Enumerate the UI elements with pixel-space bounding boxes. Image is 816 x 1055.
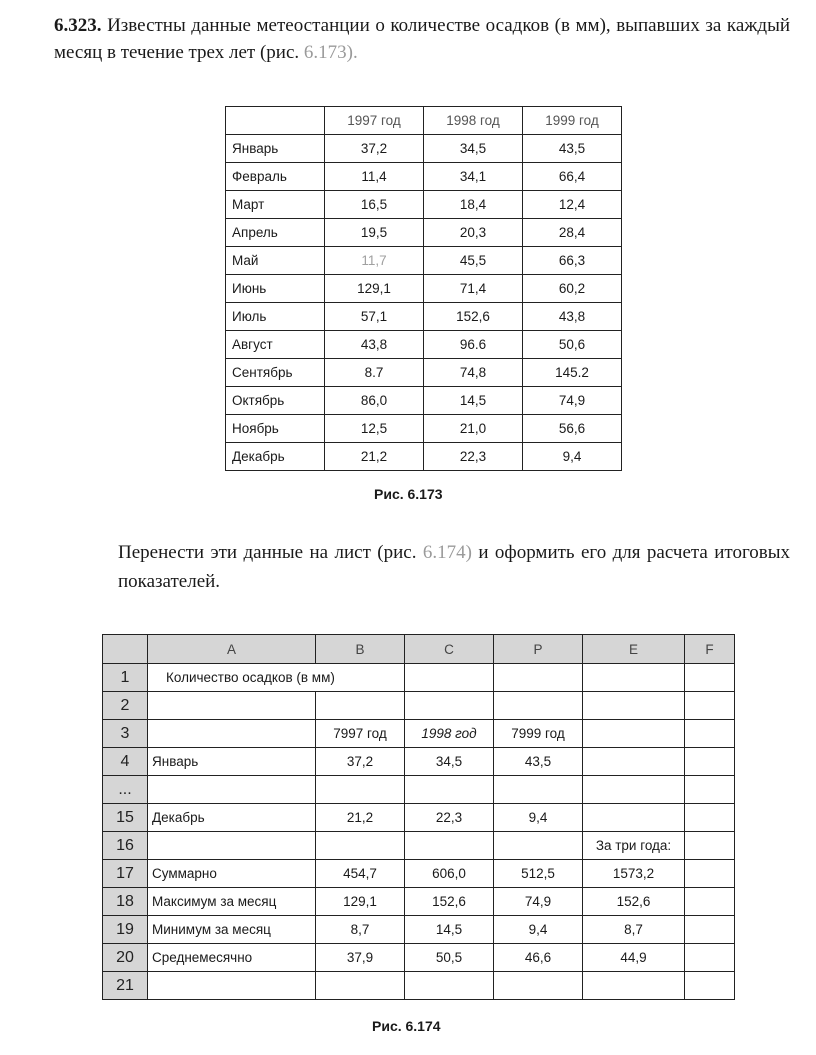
row-header: 17	[103, 860, 148, 888]
value-cell: 14,5	[424, 387, 523, 415]
table-corner-cell	[226, 107, 325, 135]
cell: 512,5	[494, 860, 583, 888]
month-label: Июль	[226, 303, 325, 331]
sheet-title: Количество осадков (в мм)	[166, 670, 335, 685]
cell	[405, 832, 494, 860]
table-row	[226, 387, 622, 415]
spreadsheet-grid	[102, 634, 735, 1000]
cell	[148, 972, 316, 1000]
table-row	[226, 303, 622, 331]
cell	[583, 776, 685, 804]
sheet-row	[103, 776, 735, 804]
cell	[316, 692, 405, 720]
cell: 152,6	[583, 888, 685, 916]
month-label: Июнь	[226, 275, 325, 303]
cell: 606,0	[405, 860, 494, 888]
cell	[494, 692, 583, 720]
cell	[685, 664, 735, 692]
column-header-f: F	[685, 635, 735, 664]
cell	[148, 720, 316, 748]
month-label: Декабрь	[226, 443, 325, 471]
value-cell: 37,2	[325, 135, 424, 163]
cell: Декабрь	[148, 804, 316, 832]
task-text-before: Перенести эти данные на лист (рис.	[118, 542, 417, 563]
cell	[583, 972, 685, 1000]
cell: 9,4	[494, 916, 583, 944]
cell: 44,9	[583, 944, 685, 972]
value-cell: 8.7	[325, 359, 424, 387]
cell	[148, 776, 316, 804]
row-header: 2	[103, 692, 148, 720]
problem-text: Известны данные метеостанции о количестве осадков (в мм), выпавших за каждый месяц в течение трех лет (рис.	[54, 15, 791, 63]
sheet-row	[103, 888, 735, 916]
row-header: 1	[103, 664, 148, 692]
column-header-row	[103, 635, 735, 664]
value-cell: 12,4	[523, 191, 622, 219]
cell: 50,5	[405, 944, 494, 972]
cell: За три года:	[583, 832, 685, 860]
table-row	[226, 331, 622, 359]
cell: 152,6	[405, 888, 494, 916]
month-label: Май	[226, 247, 325, 275]
cell	[316, 776, 405, 804]
figure-caption-6-173: Рис. 6.173	[374, 486, 443, 502]
sheet-corner	[103, 635, 148, 664]
cell	[583, 804, 685, 832]
sheet-row	[103, 748, 735, 776]
cell	[583, 664, 685, 692]
cell: Максимум за месяц	[148, 888, 316, 916]
value-cell: 34,1	[424, 163, 523, 191]
value-cell: 21,0	[424, 415, 523, 443]
month-label: Август	[226, 331, 325, 359]
header-1997: 1997 год	[325, 107, 424, 135]
precipitation-table	[225, 106, 622, 471]
column-header-d: P	[494, 635, 583, 664]
cell: Суммарно	[148, 860, 316, 888]
value-cell: 43,8	[523, 303, 622, 331]
table-header-row	[226, 107, 622, 135]
cell	[685, 776, 735, 804]
sheet-row	[103, 832, 735, 860]
cell	[685, 972, 735, 1000]
row-header: 21	[103, 972, 148, 1000]
value-cell: 28,4	[523, 219, 622, 247]
row-header: 16	[103, 832, 148, 860]
value-cell: 9,4	[523, 443, 622, 471]
header-1998: 1998 год	[424, 107, 523, 135]
figure-reference: 6.174)	[422, 542, 472, 563]
cell: 9,4	[494, 804, 583, 832]
problem-number: 6.323.	[54, 15, 102, 36]
month-label: Октябрь	[226, 387, 325, 415]
cell	[685, 832, 735, 860]
cell: 129,1	[316, 888, 405, 916]
table-row	[226, 135, 622, 163]
cell	[405, 692, 494, 720]
cell: Среднемесячно	[148, 944, 316, 972]
sheet-row	[103, 664, 735, 692]
value-cell: 56,6	[523, 415, 622, 443]
cell	[316, 832, 405, 860]
cell: 1998 год	[405, 720, 494, 748]
cell: 8,7	[583, 916, 685, 944]
value-cell: 60,2	[523, 275, 622, 303]
cell: 46,6	[494, 944, 583, 972]
sheet-row	[103, 720, 735, 748]
value-cell: 20,3	[424, 219, 523, 247]
cell	[148, 692, 316, 720]
table-row	[226, 247, 622, 275]
sheet-row	[103, 944, 735, 972]
column-header-a: A	[148, 635, 316, 664]
row-header: 3	[103, 720, 148, 748]
task-statement	[118, 538, 790, 596]
cell: Минимум за месяц	[148, 916, 316, 944]
cell: 7997 год	[316, 720, 405, 748]
cell: 7999 год	[494, 720, 583, 748]
cell	[316, 972, 405, 1000]
value-cell: 43,8	[325, 331, 424, 359]
cell: 1573,2	[583, 860, 685, 888]
figure-reference: 6.173).	[303, 42, 358, 63]
value-cell: 19,5	[325, 219, 424, 247]
value-cell: 57,1	[325, 303, 424, 331]
cell: 22,3	[405, 804, 494, 832]
value-cell: 96.6	[424, 331, 523, 359]
value-cell: 11,4	[325, 163, 424, 191]
value-cell: 66,3	[523, 247, 622, 275]
column-header-c: C	[405, 635, 494, 664]
value-cell: 43,5	[523, 135, 622, 163]
figure-caption-6-174: Рис. 6.174	[372, 1018, 441, 1034]
table-row	[226, 275, 622, 303]
value-cell: 16,5	[325, 191, 424, 219]
sheet-title-cell	[148, 664, 405, 692]
cell	[583, 720, 685, 748]
cell	[494, 664, 583, 692]
cell	[685, 720, 735, 748]
cell	[494, 776, 583, 804]
cell	[685, 916, 735, 944]
sheet-row	[103, 916, 735, 944]
value-cell: 145.2	[523, 359, 622, 387]
task-text-after: и оформить его для расчета итоговых показателей.	[118, 542, 791, 592]
month-label: Март	[226, 191, 325, 219]
cell	[685, 860, 735, 888]
cell: Январь	[148, 748, 316, 776]
month-label: Февраль	[226, 163, 325, 191]
value-cell: 71,4	[424, 275, 523, 303]
cell	[685, 748, 735, 776]
value-cell: 66,4	[523, 163, 622, 191]
value-cell: 12,5	[325, 415, 424, 443]
cell: 14,5	[405, 916, 494, 944]
cell	[148, 832, 316, 860]
table-row	[226, 359, 622, 387]
cell	[685, 692, 735, 720]
cell	[685, 804, 735, 832]
sheet-row	[103, 804, 735, 832]
month-label: Ноябрь	[226, 415, 325, 443]
cell: 37,2	[316, 748, 405, 776]
month-label: Сентябрь	[226, 359, 325, 387]
table-row	[226, 191, 622, 219]
column-header-b: B	[316, 635, 405, 664]
cell	[405, 972, 494, 1000]
cell: 34,5	[405, 748, 494, 776]
value-cell: 22,3	[424, 443, 523, 471]
value-cell: 86,0	[325, 387, 424, 415]
header-1999: 1999 год	[523, 107, 622, 135]
table-row	[226, 219, 622, 247]
cell	[405, 664, 494, 692]
table-row	[226, 443, 622, 471]
sheet-row	[103, 972, 735, 1000]
cell	[405, 776, 494, 804]
cell	[494, 832, 583, 860]
cell	[494, 972, 583, 1000]
value-cell: 21,2	[325, 443, 424, 471]
value-cell: 74,9	[523, 387, 622, 415]
table-row	[226, 163, 622, 191]
column-header-e: E	[583, 635, 685, 664]
cell: 454,7	[316, 860, 405, 888]
table-row	[226, 415, 622, 443]
sheet-row	[103, 860, 735, 888]
value-cell: 50,6	[523, 331, 622, 359]
value-cell: 34,5	[424, 135, 523, 163]
cell	[583, 748, 685, 776]
cell	[685, 944, 735, 972]
cell: 21,2	[316, 804, 405, 832]
value-cell: 129,1	[325, 275, 424, 303]
sheet-row	[103, 692, 735, 720]
cell: 8,7	[316, 916, 405, 944]
cell: 74,9	[494, 888, 583, 916]
row-header: 18	[103, 888, 148, 916]
row-header: 15	[103, 804, 148, 832]
value-cell: 11,7	[325, 247, 424, 275]
row-header: 20	[103, 944, 148, 972]
row-header: 19	[103, 916, 148, 944]
cell	[685, 888, 735, 916]
cell: 43,5	[494, 748, 583, 776]
cell	[583, 692, 685, 720]
month-label: Январь	[226, 135, 325, 163]
row-header: ...	[103, 776, 148, 804]
problem-statement	[54, 12, 790, 66]
value-cell: 18,4	[424, 191, 523, 219]
value-cell: 74,8	[424, 359, 523, 387]
row-header: 4	[103, 748, 148, 776]
value-cell: 152,6	[424, 303, 523, 331]
month-label: Апрель	[226, 219, 325, 247]
cell: 37,9	[316, 944, 405, 972]
value-cell: 45,5	[424, 247, 523, 275]
